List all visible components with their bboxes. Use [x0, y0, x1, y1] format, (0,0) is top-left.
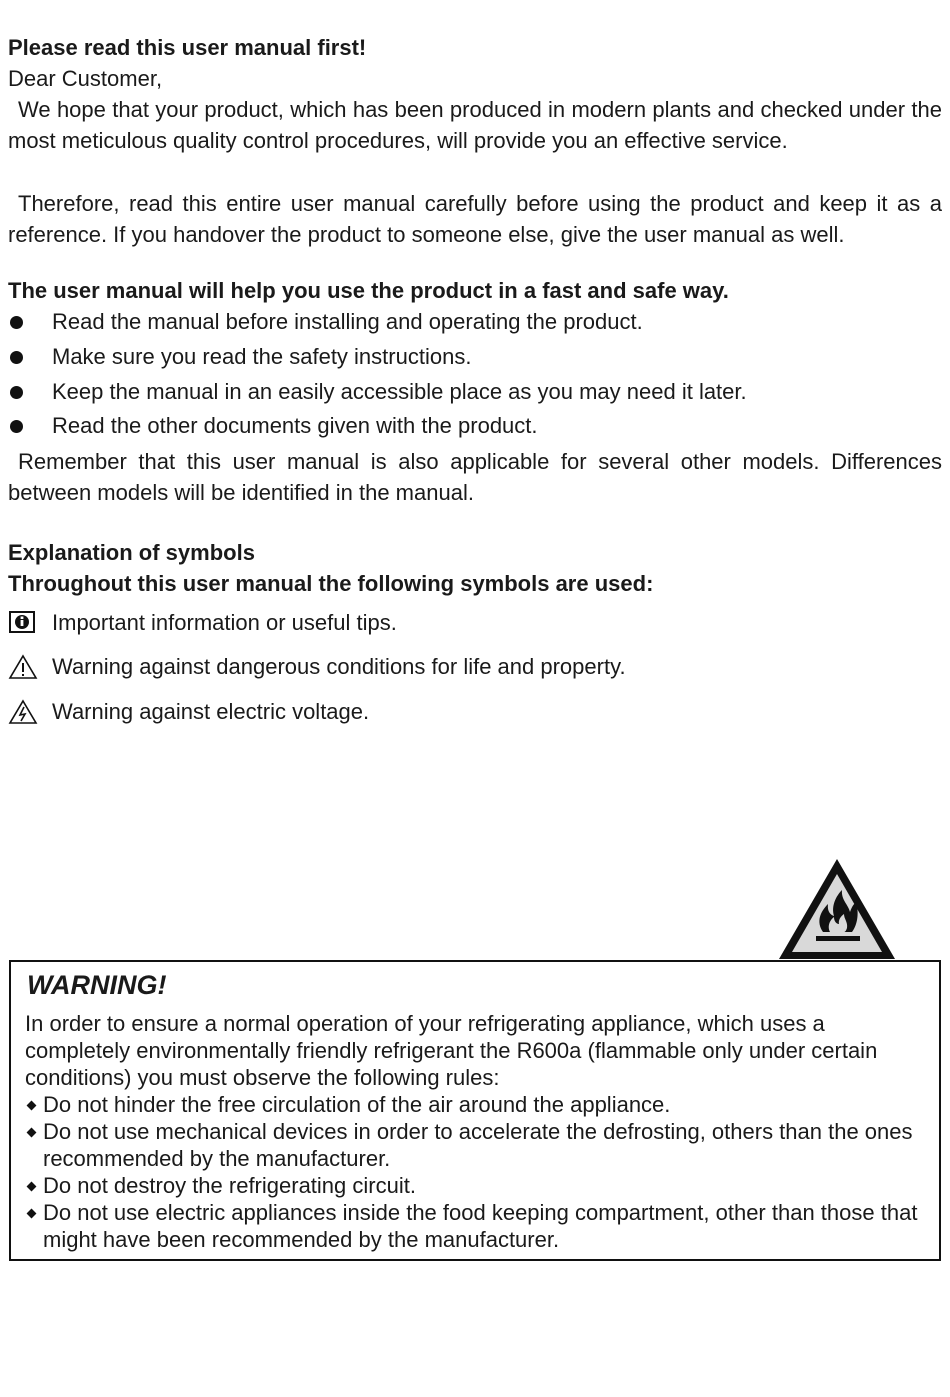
symbol-description: Warning against electric voltage.: [52, 699, 370, 724]
bullet-text: Read the other documents given with the product.: [52, 413, 538, 438]
warning-rule: Do not hinder the free circulation of the air around the appliance.: [43, 1092, 671, 1117]
bullet-text: Make sure you read the safety instructions.: [52, 344, 472, 369]
warning-title: WARNING!: [27, 970, 167, 1000]
bullet-text: Read the manual before installing and operating the product.: [52, 309, 643, 334]
diamond-bullet-icon: [27, 1101, 37, 1111]
electric-warning-icon: [8, 699, 38, 725]
flammable-warning-icon: [776, 856, 898, 962]
diamond-bullet-icon: [27, 1128, 37, 1138]
warning-rule: Do not destroy the refrigerating circuit.: [43, 1173, 416, 1198]
symbol-description: Important information or useful tips.: [52, 610, 397, 635]
symbols-heading: Explanation of symbols: [8, 540, 255, 565]
symbols-subheading: Throughout this user manual the following symbols are used:: [8, 571, 654, 596]
intro-paragraph-1: We hope that your product, which has been produced in modern plants and checked under the most meticulous quality control procedures, will provide you an effective service.: [8, 97, 942, 153]
bullet-dot-icon: [10, 386, 23, 399]
warning-rule: Do not use electric appliances inside the food keeping compartment, other than those that might have been recommended by the manufacturer.: [43, 1200, 918, 1252]
warning-triangle-icon: [8, 654, 38, 680]
help-heading: The user manual will help you use the product in a fast and safe way.: [8, 278, 729, 303]
intro-heading: Please read this user manual first!: [8, 35, 367, 60]
warning-intro: In order to ensure a normal operation of your refrigerating appliance, which uses a completely environmentally friendly refrigerant the R600a (flammable only under certain conditions) you must observe the following rules:: [25, 1011, 878, 1090]
bullet-text: Keep the manual in an easily accessible place as you may need it later.: [52, 379, 747, 404]
diamond-bullet-icon: [27, 1209, 37, 1219]
bullet-dot-icon: [10, 316, 23, 329]
warning-rule: Do not use mechanical devices in order to accelerate the defrosting, others than the ones recommended by the manufacturer.: [43, 1119, 913, 1171]
bullet-dot-icon: [10, 420, 23, 433]
bullet-dot-icon: [10, 351, 23, 364]
greeting: Dear Customer,: [8, 66, 163, 91]
remember-paragraph: Remember that this user manual is also applicable for several other models. Differences between models will be identified in the manual.: [8, 449, 942, 505]
diamond-bullet-icon: [27, 1182, 37, 1192]
info-icon: [8, 610, 38, 636]
intro-paragraph-2: Therefore, read this entire user manual carefully before using the product and keep it as a reference. If you handover the product to someone else, give the user manual as well.: [8, 191, 942, 247]
symbol-description: Warning against dangerous conditions for life and property.: [52, 654, 626, 679]
warning-box: [9, 960, 941, 1261]
